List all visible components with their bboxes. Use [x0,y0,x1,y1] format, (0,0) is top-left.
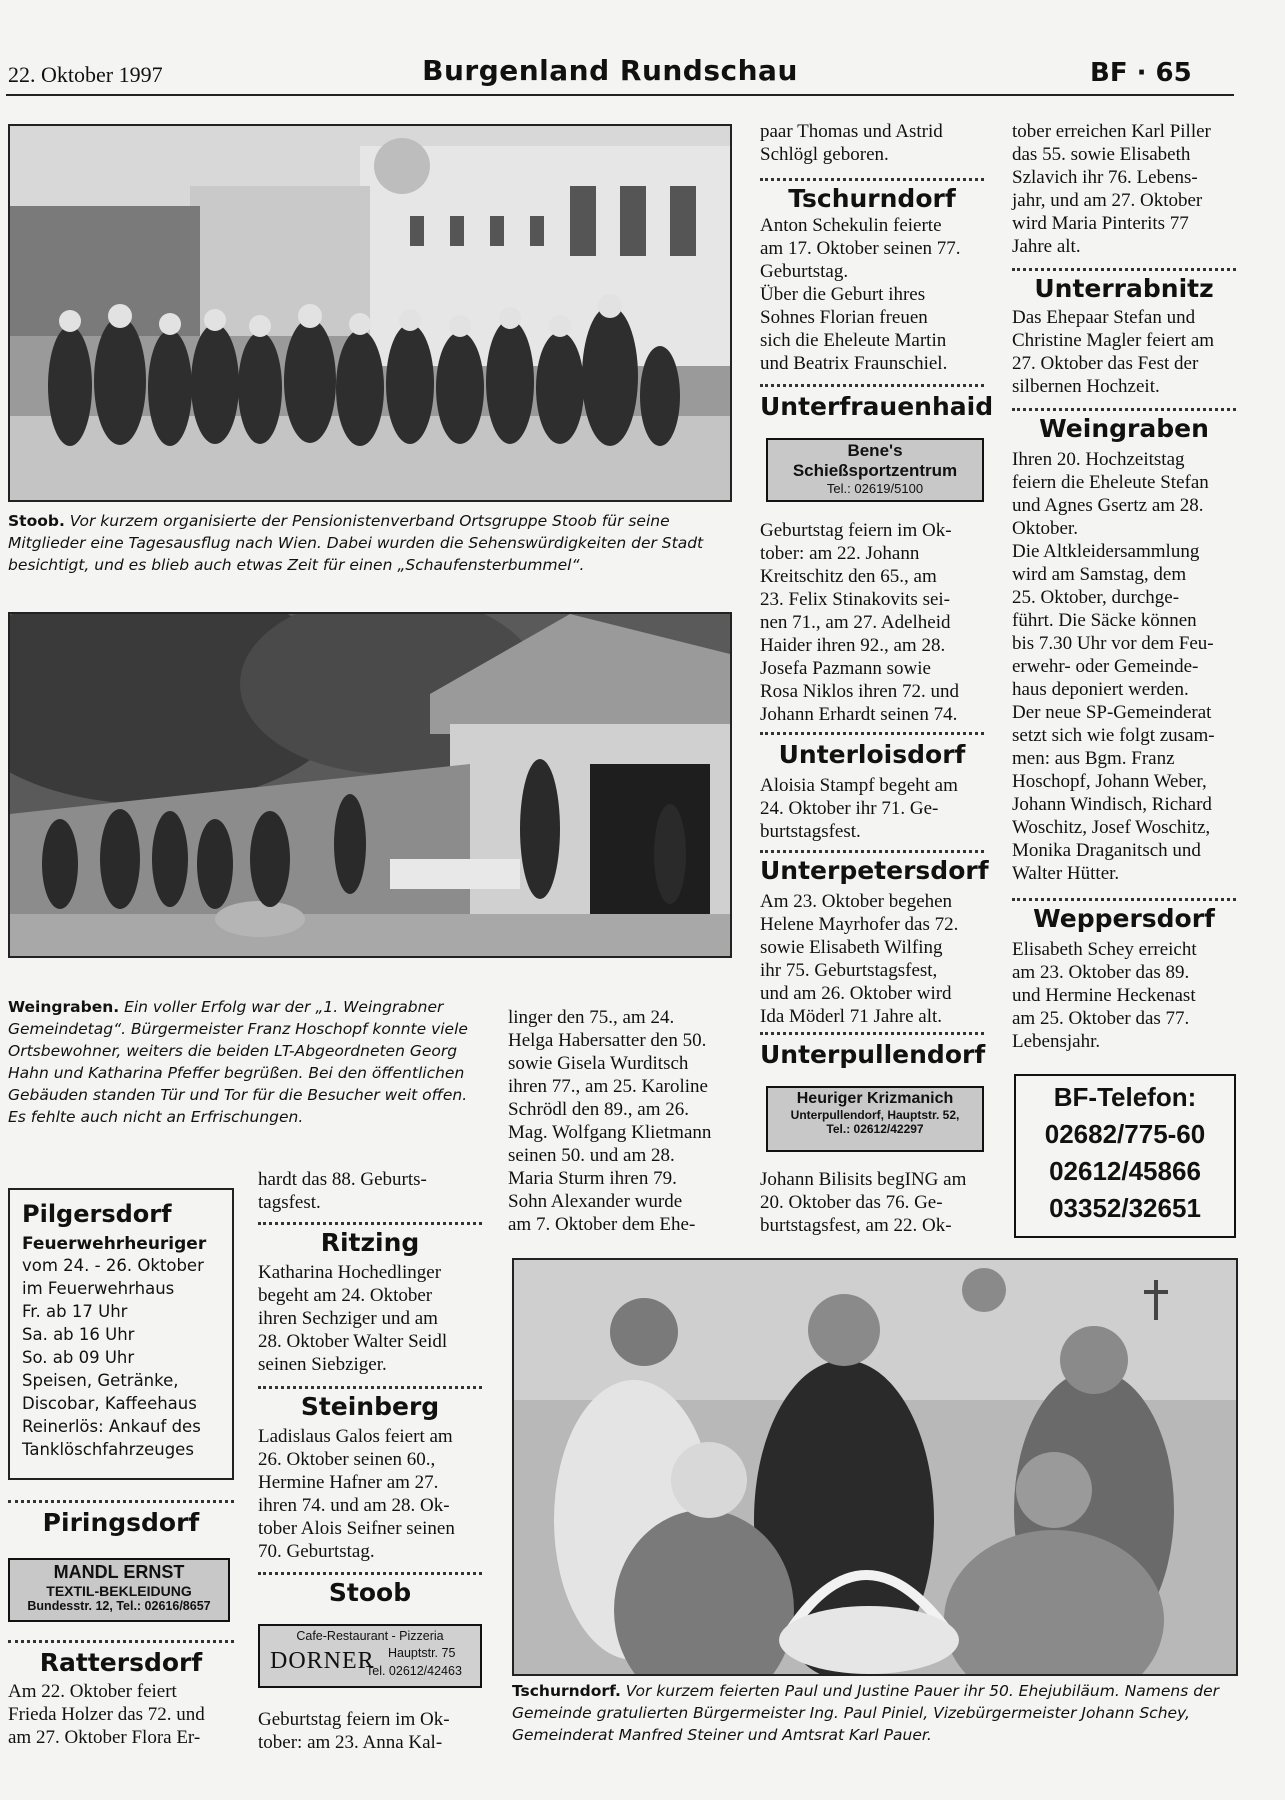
photo-weingraben-illustration [10,614,730,956]
text-stoob: Geburtstag feiern im Ok- tober: am 23. Anna Kal- [258,1709,450,1753]
issue-date: 22. Oktober 1997 [8,62,163,87]
ad-benes-schiesssportzentrum [766,438,984,502]
text-unterpetersdorf: Am 23. Oktober begehen Helene Mayrhofer das 72. sowie Elisabeth Wilfing ihr 75. Geburtstagsfest, und am 26. Oktober wird Ida Möderl 71 Jahre alt. [760,891,959,1027]
divider [760,850,984,853]
ad-dorner-addr: Hauptstr. 75 [388,1646,456,1660]
ad-krizmanich-line1: Heuriger Krizmanich [796,1090,954,1107]
ad-dorner [258,1624,482,1688]
newspaper-title: Burgenland Rundschau [422,54,798,87]
ad-dorner-line1: Cafe-Restaurant - Pizzeria [296,1629,444,1643]
text-col2-continuation: hardt das 88. Geburts- tagsfest. [258,1169,427,1213]
pilgersdorf-subtitle: Feuerwehrheuriger [22,1234,207,1254]
text-col3: linger den 75., am 24. Helga Habersatter den 50. sowie Gisela Wurditsch ihren 77., am 25. Karoline Schrödl den 89., am 26. Mag. Wolfgang Klietmann seinen 50. und am 28. Maria Sturm ihren 79. Sohn Alexander wurde am 7. Oktober dem Ehe- [508,1007,712,1235]
divider [760,384,984,387]
bf-telefon-number-2: 02612/45866 [1049,1156,1201,1186]
text-unterfrauenhaid: Geburtstag feiern im Ok- tober: am 22. Johann Kreitschitz den 65., am 23. Felix Stinakovits sei- nen 71., am 27. Adelheid Haider ihren 92., am 28. Josefa Pazmann sowie Rosa Niklos ihren 72. und Johann Erhardt seinen 74. [760,520,959,725]
photo-tschurndorf-anniversary [512,1258,1238,1676]
heading-unterpullendorf: Unterpullendorf [760,1040,986,1069]
pilgersdorf-title: Pilgersdorf [22,1200,172,1228]
ad-dorner-tel: Tel. 02612/42463 [366,1664,462,1678]
text-rattersdorf: Am 22. Oktober feiert Frieda Holzer das 72. und am 27. Oktober Flora Er- [8,1681,205,1748]
ad-dorner-name: DORNER [270,1648,375,1674]
divider [258,1222,482,1225]
divider [8,1640,234,1643]
divider [258,1572,482,1575]
heading-tschurndorf: Tschurndorf [788,184,956,213]
heading-weingraben: Weingraben [1039,414,1209,443]
bf-telefon-number-1: 02682/775-60 [1044,1119,1206,1149]
bf-telefon-title: BF-Telefon: [1053,1082,1197,1112]
photo-tschurndorf-illustration [514,1260,1236,1674]
ad-benes-line2: Schießsportzentrum [792,461,958,480]
caption-weingraben-place: Weingraben. [8,998,120,1016]
heading-ritzing: Ritzing [320,1228,420,1257]
ad-mandl-name: MANDL ERNST [53,1562,185,1582]
caption-stoob [8,510,732,576]
bf-telefon-box [1014,1074,1236,1238]
text-unterrabnitz: Das Ehepaar Stefan und Christine Magler feiert am 27. Oktober das Fest der silbernen Hochzeit. [1012,307,1215,397]
heading-unterloisdorf: Unterloisdorf [778,740,966,769]
heading-unterfrauenhaid: Unterfrauenhaid [760,392,994,421]
heading-stoob: Stoob [328,1578,412,1607]
divider [1012,268,1236,271]
page-number: BF · 65 [1090,58,1192,88]
heading-unterpetersdorf: Unterpetersdorf [760,856,989,885]
caption-tschurndorf-place: Tschurndorf. [512,1682,621,1700]
divider [1012,898,1236,901]
heading-piringsdorf: Piringsdorf [42,1508,200,1537]
text-col4-intro: paar Thomas und Astrid Schlögl geboren. [760,121,943,165]
ad-mandl-ernst [8,1558,230,1622]
divider [8,1500,234,1503]
divider [258,1386,482,1389]
text-unterpullendorf: Johann Bilisits begING am 20. Oktober das 76. Ge- burtstagsfest, am 22. Ok- [760,1169,967,1236]
text-weppersdorf: Elisabeth Schey erreicht am 23. Oktober das 89. und Hermine Heckenast am 25. Oktober das 77. Lebensjahr. [1012,939,1197,1052]
ad-mandl-line2: TEXTIL-BEKLEIDUNG [46,1583,192,1599]
heading-weppersdorf: Weppersdorf [1033,904,1215,933]
caption-weingraben [8,996,480,1128]
divider [760,732,984,735]
bf-telefon-number-3: 03352/32651 [1049,1193,1201,1223]
heading-unterrabnitz: Unterrabnitz [1034,274,1214,303]
text-steinberg: Ladislaus Galos feiert am 26. Oktober seinen 60., Hermine Hafner am 27. ihren 74. und am 28. Ok- tober Alois Seifner seinen 70. Geburtstag. [258,1426,455,1562]
caption-stoob-text: Vor kurzem organisierte der Pensionistenverband Ortsgruppe Stoob für seine Mitglieder eine Tagesausflug nach Wien. Dabei wurden die Sehenswürdigkeiten der Stadt besichtigt, und es blieb auch etwas Zeit für einen „Schaufensterbummel“. [8,512,704,574]
caption-tschurndorf-text: Vor kurzem feierten Paul und Justine Pauer ihr 50. Ehejubiläum. Namens der Gemeinde gratulierten Bürgermeister Ing. Paul Piniel, Vizebürgermeister Johann Schey, Gemeinderat Manfred Steiner und Amtsrat Karl Pauer. [512,1682,1219,1744]
text-col5-intro: tober erreichen Karl Piller das 55. sowie Elisabeth Szlavich ihr 76. Lebens- jahr, und am 27. Oktober wird Maria Pinterits 77 Jahre alt. [1012,121,1211,257]
text-ritzing: Katharina Hochedlinger begeht am 24. Oktober ihren Sechziger und am 28. Oktober Walter Seidl seinen Siebziger. [258,1262,448,1375]
ad-benes-line1: Bene's [847,441,903,460]
header-rule [6,94,1234,96]
pilgersdorf-details: vom 24. - 26. Oktober im Feuerwehrhaus Fr. ab 17 Uhr Sa. ab 16 Uhr So. ab 09 Uhr Speisen, Getränke, Discobar, Kaffeehaus Reinerlös: Ankauf des Tanklöschfahrzeuges [22,1256,204,1459]
divider [760,1032,984,1035]
ad-krizmanich-line2: Unterpullendorf, Hauptstr. 52, [790,1108,960,1122]
ad-mandl-line3: Bundesstr. 12, Tel.: 02616/8657 [27,1599,211,1613]
text-tschurndorf: Anton Schekulin feierte am 17. Oktober seinen 77. Geburtstag. Über die Geburt ihres Sohnes Florian freuen sich die Eheleute Martin und Beatrix Fraunschiel. [760,215,961,374]
photo-stoob-illustration [10,126,730,500]
pilgersdorf-box [8,1188,234,1480]
text-weingraben: Ihren 20. Hochzeitstag feiern die Eheleute Stefan und Agnes Gsertz am 28. Oktober. Die Altkleidersammlung wird am Samstag, dem 25. Oktober, durchge- führt. Die Säcke können bis 7.30 Uhr vor dem Feu- erwehr- oder Gemeinde- haus deponiert werden. Der neue SP-Gemeinderat setzt sich wie folgt zusam- men: aus Bgm. Franz Hoschopf, Johann Weber, Johann Windisch, Richard Woschitz, Josef Woschitz, Monika Draganitsch und Walter Hütter. [1012,449,1215,884]
text-unterloisdorf: Aloisia Stampf begeht am 24. Oktober ihr 71. Ge- burtstagsfest. [760,775,958,842]
divider [1012,408,1236,411]
caption-weingraben-text: Ein voller Erfolg war der „1. Weingrabner Gemeindetag“. Bürgermeister Franz Hoschopf konnte viele Ortsbewohner, weiters die beiden LT-Abgeordneten Georg Hahn und Katharina Pfeffer begrüßen. Bei den öffentlichen Gebäuden standen Tür und Tor für die Besucher weit offen. Es fehlte auch nicht an Erfrischungen. [8,998,468,1126]
photo-weingraben-gemeindetag [8,612,732,958]
heading-steinberg: Steinberg [300,1392,440,1421]
heading-rattersdorf: Rattersdorf [39,1648,203,1677]
caption-stoob-place: Stoob. [8,512,65,530]
ad-benes-tel: Tel.: 02619/5100 [826,481,924,496]
photo-stoob-group [8,124,732,502]
ad-heuriger-krizmanich [766,1086,984,1152]
ad-krizmanich-tel: Tel.: 02612/42297 [826,1122,924,1136]
divider [760,178,984,181]
caption-tschurndorf [512,1680,1236,1746]
